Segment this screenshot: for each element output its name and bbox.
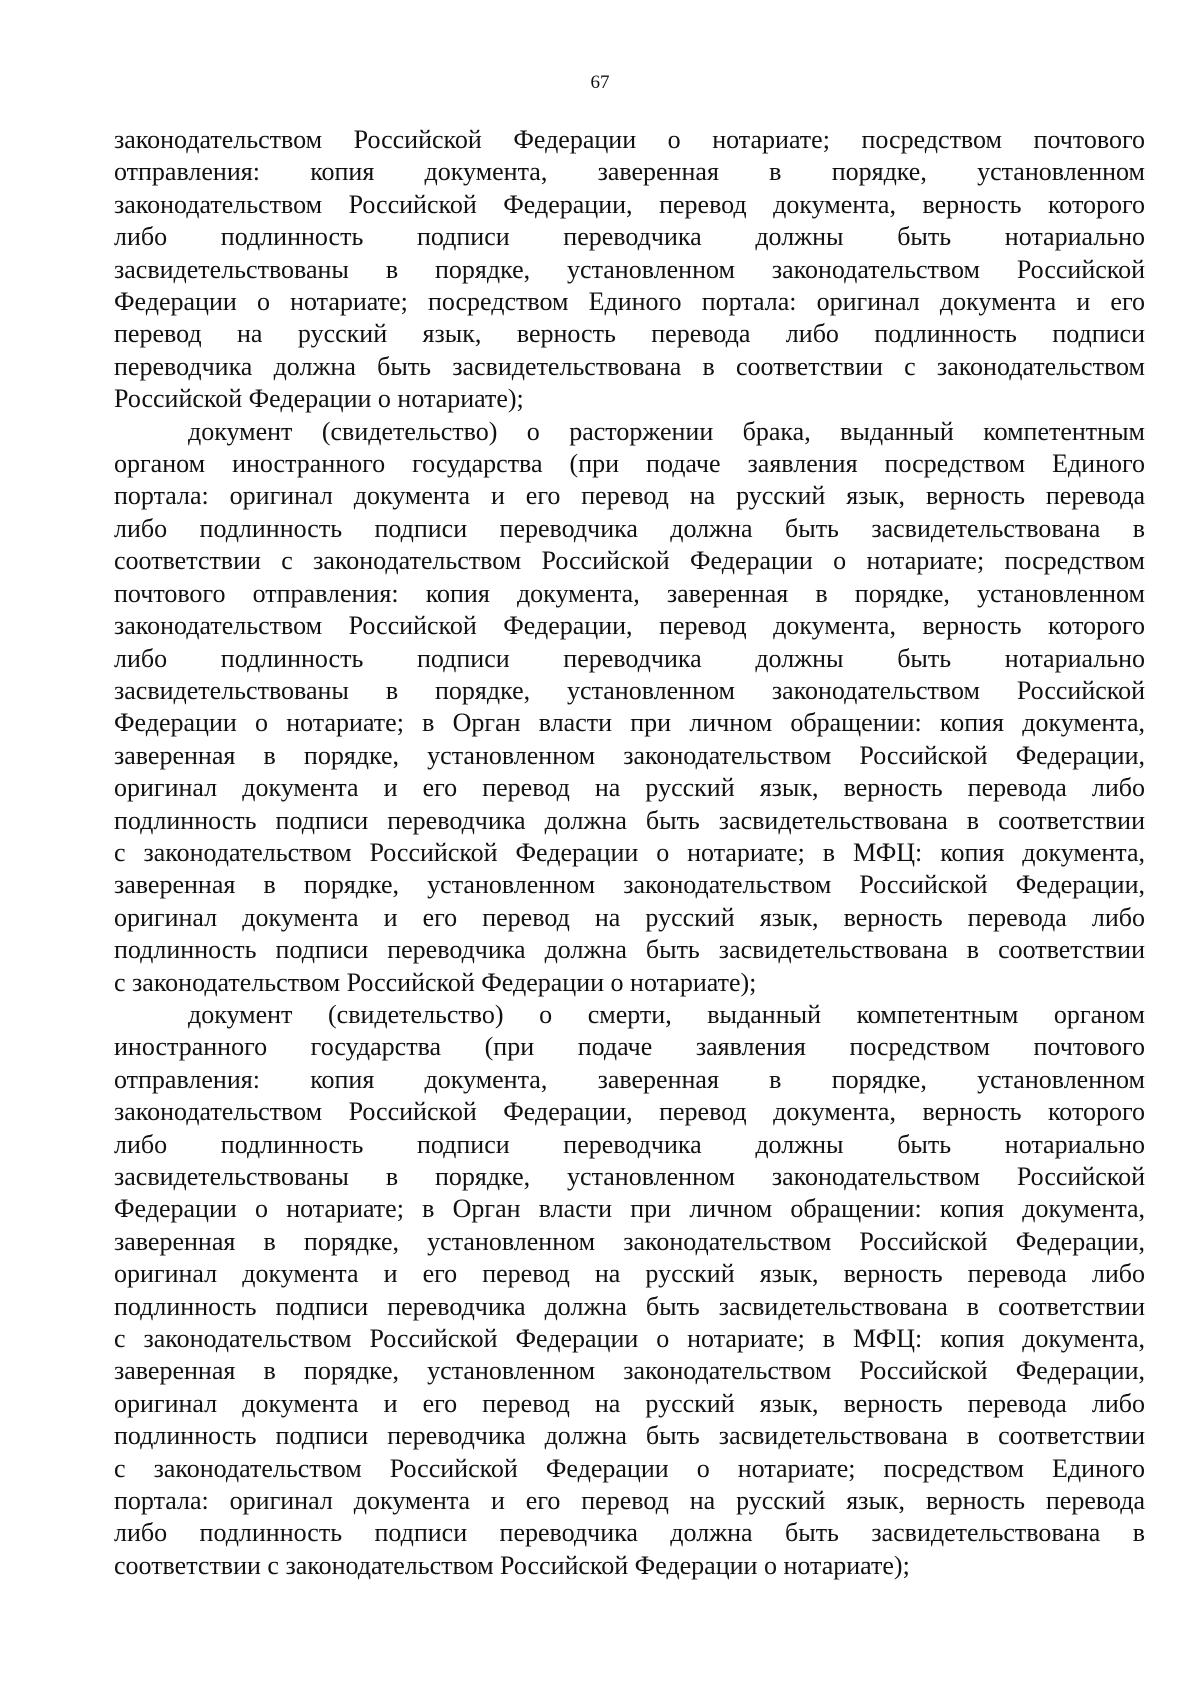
text-line: заверенная в порядке, установленном законодательством Российской Федерации, (114, 870, 1145, 900)
text-line: переводчика должна быть засвидетельствована в соответствии с законодательством (114, 351, 1145, 381)
text-line: заверенная в порядке, установленном законодательством Российской Федерации, (114, 740, 1145, 770)
text-line: либо подлинность подписи переводчика должны быть нотариально (114, 1129, 1145, 1159)
text-line: портала: оригинал документа и его перевод на русский язык, верность перевода (114, 481, 1145, 511)
text-line: законодательством Российской Федерации, перевод документа, верность которого (114, 1097, 1145, 1127)
paragraph (114, 124, 1145, 416)
text-line: оригинал документа и его перевод на русский язык, верность перевода либо (114, 773, 1145, 803)
text-line: документ (свидетельство) о расторжении брака, выданный компетентным (188, 416, 1145, 446)
text-line: Федерации о нотариате; посредством Единого портала: оригинал документа и его (114, 287, 1145, 317)
text-line: с законодательством Российской Федерации о нотариате); (114, 967, 757, 997)
text-line: законодательством Российской Федерации, перевод документа, верность которого (114, 611, 1145, 641)
text-line: перевод на русский язык, верность перевода либо подлинность подписи (114, 319, 1145, 349)
text-line: засвидетельствованы в порядке, установленном законодательством Российской (114, 254, 1145, 284)
text-line: оригинал документа и его перевод на русский язык, верность перевода либо (114, 1388, 1145, 1418)
text-line: подлинность подписи переводчика должна быть засвидетельствована в соответствии (114, 1291, 1145, 1321)
text-line: документ (свидетельство) о смерти, выданный компетентным органом (188, 999, 1145, 1029)
text-line: либо подлинность подписи переводчика должны быть нотариально (114, 643, 1145, 673)
text-line: соответствии с законодательством Российской Федерации о нотариате; посредством (114, 546, 1145, 576)
page-number: 67 (590, 72, 610, 93)
document-body (114, 124, 1145, 1582)
text-line: отправления: копия документа, заверенная в порядке, установленном (114, 157, 1145, 187)
text-line: подлинность подписи переводчика должна быть засвидетельствована в соответствии (114, 1421, 1145, 1451)
text-line: органом иностранного государства (при подаче заявления посредством Единого (114, 449, 1145, 479)
text-line: либо подлинность подписи переводчика должна быть засвидетельствована в (114, 1518, 1145, 1548)
text-line: портала: оригинал документа и его перевод на русский язык, верность перевода (114, 1486, 1145, 1516)
text-line: законодательством Российской Федерации, перевод документа, верность которого (114, 189, 1145, 219)
text-line: с законодательством Российской Федерации о нотариате; в МФЦ: копия документа, (114, 837, 1145, 867)
text-line: оригинал документа и его перевод на русский язык, верность перевода либо (114, 1259, 1145, 1289)
text-line: засвидетельствованы в порядке, установленном законодательством Российской (114, 675, 1145, 705)
text-line: либо подлинность подписи переводчика должны быть нотариально (114, 222, 1145, 252)
text-line: подлинность подписи переводчика должна быть засвидетельствована в соответствии (114, 935, 1145, 965)
text-line: с законодательством Российской Федерации о нотариате; посредством Единого (114, 1453, 1145, 1483)
text-line: соответствии с законодательством Российской Федерации о нотариате); (114, 1550, 910, 1580)
text-line: засвидетельствованы в порядке, установленном законодательством Российской (114, 1162, 1145, 1191)
text-line: Российской Федерации о нотариате); (114, 384, 524, 414)
paragraph (114, 999, 1145, 1582)
text-line: с законодательством Российской Федерации о нотариате; в МФЦ: копия документа, (114, 1324, 1145, 1354)
text-line: заверенная в порядке, установленном законодательством Российской Федерации, (114, 1356, 1145, 1386)
text-line: Федерации о нотариате; в Орган власти при личном обращении: копия документа, (114, 1194, 1145, 1224)
text-line: оригинал документа и его перевод на русский язык, верность перевода либо (114, 902, 1145, 932)
paragraph (114, 416, 1145, 999)
text-line: иностранного государства (при подаче заявления посредством почтового (114, 1032, 1145, 1062)
text-line: почтового отправления: копия документа, заверенная в порядке, установленном (114, 578, 1145, 608)
text-line: Федерации о нотариате; в Орган власти при личном обращении: копия документа, (114, 708, 1145, 738)
text-line: подлинность подписи переводчика должна быть засвидетельствована в соответствии (114, 805, 1145, 835)
text-line: законодательством Российской Федерации о нотариате; посредством почтового (114, 125, 1145, 154)
text-line: отправления: копия документа, заверенная в порядке, установленном (114, 1064, 1145, 1094)
text-line: заверенная в порядке, установленном законодательством Российской Федерации, (114, 1226, 1145, 1256)
text-line: либо подлинность подписи переводчика должна быть засвидетельствована в (114, 513, 1145, 543)
